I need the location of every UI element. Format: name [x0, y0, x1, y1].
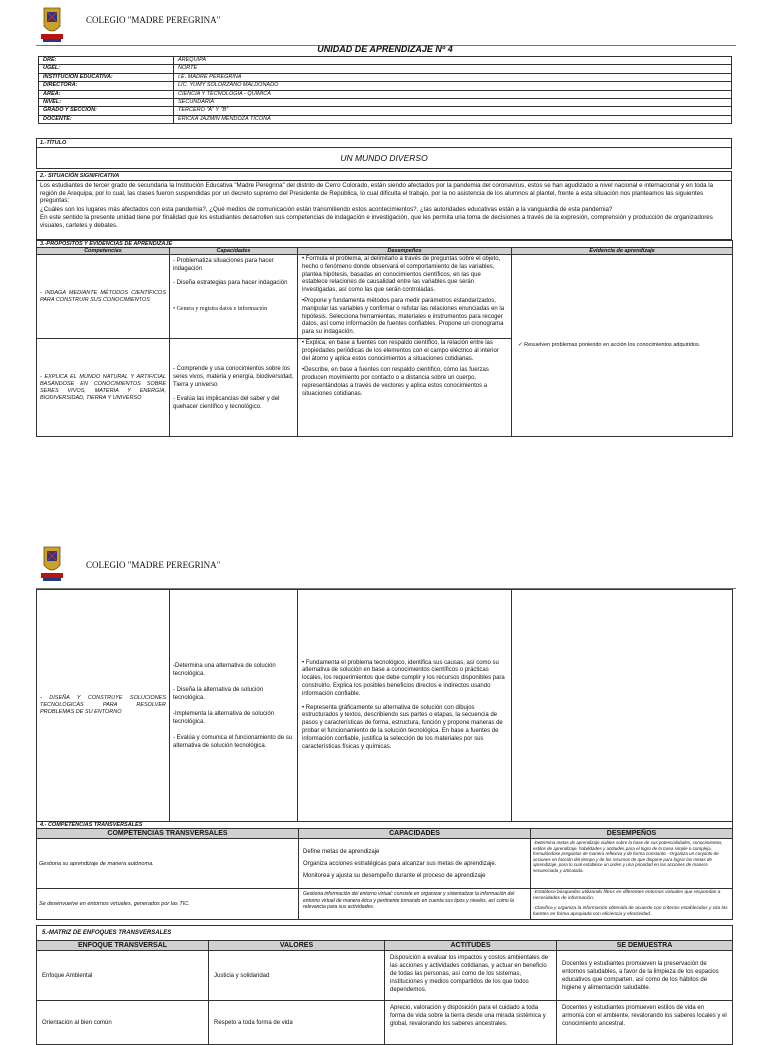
- info-key: INSTITUCIÓN EDUCATIVA:: [39, 73, 174, 81]
- info-value: CIENCIA Y TECNOLOGÍA - QUÍMICA: [174, 90, 732, 98]
- col-header: COMPETENCIAS TRANSVERSALES: [37, 829, 299, 839]
- capacity-item: - Diseña estrategias para hacer indagación: [173, 280, 288, 286]
- capacity-item: - Evalúa y comunica el funcionamiento de su alternativa de solución tecnológica.: [173, 734, 293, 749]
- performance-item: •Propone y fundamenta métodos para medir parámetros estandarizados, manipular las variables y confirmar o refutar las relaciones enunciadas en la hipótesis. Selecciona herramientas, materiales e instrumentos para recoger datos, así como información de fuentes confiables. Propone un cronograma para su indagación.: [302, 297, 505, 336]
- info-key: DOCENTE:: [39, 115, 174, 123]
- purposes-table-continued: [36, 589, 733, 822]
- capacity-item: Define metas de aprendizaje: [303, 848, 380, 855]
- title-section: [36, 138, 732, 169]
- situation-paragraph: Los estudiantes de tercer grado de secundaria la Institución Educativa "Madre Peregrina" del distrito de Cerro Colorado, están siendo afectados por la pandemia del coronavirus, estos se han agudizado a nivel nacional e internacional y en toda la región de Arequipa, por lo cual, las clases fueron suspendidas por un decreto supremo del Presidente de República, lo cual dificulta el trabajo, por la no asistencia de los alumnos al plantel, frente a esta situación nos planteamos las siguientes preguntas:: [40, 182, 714, 204]
- performance-item: • Formula el problema, al delimitarlo a través de preguntas sobre el objeto, hecho o fenómeno donde observará el comportamiento de las variables, plantea hipótesis, basadas en conocimientos científicos, en las que establece relaciones de causalidad entre las variables que serán investigadas, así como las que serán controladas.: [302, 256, 501, 294]
- col-header: ACTITUDES: [385, 941, 557, 951]
- approach-cell: Enfoque Ambiental: [37, 951, 209, 1001]
- performance-cell: [298, 590, 512, 822]
- capacity-item: - Diseña la alternativa de solución tecnológica.: [173, 686, 264, 701]
- capacity-item: -Determina una alternativa de solución tecnológica.: [173, 662, 276, 677]
- col-header: Competencias: [37, 248, 170, 255]
- situation-questions: ¿Cuáles son los lugares más afectados con esta pandemia?, ¿Qué medios de comunicación están transmitiendo estos acontecimientos?, ¿las autoridades educativas están a la vanguardia de esta pandemia?: [40, 205, 613, 213]
- performance-item: -Clasifica y organiza la información obtenida de acuerdo con criterios establecidos y cita las fuentes en forma apropiada con eficiencia y efectividad.: [533, 906, 728, 917]
- transversal-competency: Gestiona su aprendizaje de manera autónoma.: [37, 839, 299, 889]
- info-value: AREQUIPA: [174, 57, 732, 65]
- info-key: UGEL:: [39, 65, 174, 73]
- section-label: 2.- SITUACIÓN SIGNIFICATIVA: [37, 172, 731, 181]
- performance-item: • Explica, en base a fuentes con respaldo científico, la relación entre las propiedades periódicas de los elementos con el campo eléctrico al interior del átomo y aplica estos conocimientos a situaciones cotidianas.: [302, 340, 499, 362]
- page-header: [36, 545, 736, 589]
- purposes-table: [36, 240, 733, 437]
- capacities-cell: [170, 590, 298, 822]
- unit-title: UNIDAD DE APRENDIZAJE Nº 4: [317, 44, 453, 54]
- section-label: 1.-TÍTULO: [37, 139, 731, 148]
- info-value: LIC. YUMY SOLORZANO MALDONADO: [174, 82, 732, 90]
- performance-cell: [298, 255, 512, 339]
- col-header: SE DEMUESTRA: [557, 941, 733, 951]
- performance-item: -Establece búsquedas utilizando filtros en diferentes entornos virtuales que respondan a necesidades de información.: [533, 890, 721, 901]
- transversal-approaches-table: [36, 925, 733, 1045]
- col-header: Desempeños: [298, 248, 512, 255]
- school-crest-icon: [40, 6, 64, 44]
- school-name: COLEGIO "MADRE PEREGRINA": [86, 560, 221, 570]
- school-name: COLEGIO "MADRE PEREGRINA": [86, 15, 221, 25]
- info-key: ÁREA:: [39, 90, 174, 98]
- capacity-item: Monitorea y ajusta su desempeño durante el proceso de aprendizaje: [303, 872, 486, 879]
- section-label: 3.-PROPÓSITOS Y EVIDENCIAS DE APRENDIZAJE: [37, 241, 733, 248]
- attitude-cell: Aprecio, valoración y disposición para el cuidado a toda forma de vida sobre la tierra desde una mirada sistémica y global, revalorando los saberes ancestrales.: [385, 1001, 557, 1045]
- approach-cell: Orientación al bien común: [37, 1001, 209, 1045]
- col-header: Evidencia de aprendizaje: [512, 248, 733, 255]
- info-table: [38, 56, 732, 124]
- page-header: [36, 6, 736, 46]
- info-value: I.E. MADRE PEREGRINA: [174, 73, 732, 81]
- transversal-competencies-table: [36, 821, 733, 920]
- info-key: NIVEL:: [39, 98, 174, 106]
- transversal-capacity: Gestiona información del entorno virtual: consiste en organizar y sistematizar la información del entorno virtual de manera ética y pertinente tomando en cuenta sus tipos y niveles, así como la relevancia para sus actividades.: [299, 889, 531, 920]
- capacity-item: Organiza acciones estratégicas para alcanzar sus metas de aprendizaje.: [303, 860, 497, 867]
- evidence-cell-empty: [512, 590, 733, 822]
- performance-cell: [298, 339, 512, 437]
- competency-cell: - EXPLICA EL MUNDO NATURAL Y ARTIFICIAL BASÁNDOSE EN CONOCIMIENTOS SOBRE SERES VIVOS, MATERIA Y ENERGÍA, BIODIVERSIDAD, TIERRA Y UNIVERSO: [37, 339, 170, 437]
- col-header: DESEMPEÑOS: [531, 829, 733, 839]
- competency-cell: - DISEÑA Y CONSTRUYE SOLUCIONES TECNOLÓGICAS PARA RESOLVER PROBLEMAS DE SU ENTORNO: [37, 590, 170, 822]
- capacities-cell: [170, 255, 298, 339]
- transversal-capacities: [299, 839, 531, 889]
- info-value: TERCERO "A" Y "B": [174, 107, 732, 115]
- transversal-performance: -Determina metas de aprendizaje viables sobre la base de sus potencialidades, conocimientos, estilos de aprendizaje, habilidades y actitudes para el logro de la tarea simple o compleja, formulándose preguntas de manera reflexiva y de forma constante. -Organiza un conjunto de acciones en función del tiempo y de los recursos de que dispone para lograr las metas de aprendizaje, para lo cual establece un orden y una prioridad en las acciones de manera secuenciada y articulada.: [531, 839, 733, 889]
- document-page-2: [0, 535, 768, 1027]
- capacity-item: -Implementa la alternativa de solución tecnológica.: [173, 710, 275, 725]
- info-value: SECUNDARIA: [174, 98, 732, 106]
- evidence-cell: ✓ Resuelven problemas poniendo en acción los conocimientos adquiridos.: [512, 255, 733, 437]
- col-header: CAPACIDADES: [299, 829, 531, 839]
- info-key: DIRECTORA:: [39, 82, 174, 90]
- unit-name: UN MUNDO DIVERSO: [340, 153, 428, 163]
- attitude-cell: Disposición a evaluar los impactos y costos ambientales de las acciones y actividades cotidianas, y actuar en beneficio de todas las personas, así como de los sistemas, instituciones y medios compartidos de los que todos dependemos.: [385, 951, 557, 1001]
- col-header: ENFOQUE TRANSVERSAL: [37, 941, 209, 951]
- capacity-item: • Genera y registra datos e información: [173, 306, 268, 312]
- demonstration-cell: Docentes y estudiantes promueven estilos de vida en armonía con el ambiente, revalorando los saberes locales y el conocimiento ancestral.: [557, 1001, 733, 1045]
- capacities-cell: [170, 339, 298, 437]
- performance-item: • Fundamenta el problema tecnológico, identifica sus causas, así como su alternativa de solución en base a conocimientos científicos o prácticas locales, los requerimientos que debe cumplir y los recursos disponibles para construirlo. Explica los posibles beneficios directos e indirectos usando información confiable.: [302, 659, 505, 697]
- info-key: GRADO Y SECCIÓN:: [39, 107, 174, 115]
- value-cell: Justicia y solidaridad: [209, 951, 385, 1001]
- transversal-competency: Se desenvuelve en entornos virtuales, generados por las TIC.: [37, 889, 299, 920]
- section-label: 5.-MATRIZ DE ENFOQUES TRANSVERSALES: [37, 926, 733, 941]
- section-label: 4.- COMPETENCIAS TRANSVERSALES: [37, 822, 733, 829]
- info-value: ERICKA JAZMIN MENDOZA TICONA: [174, 115, 732, 123]
- performance-item: • Representa gráficamente su alternativa de solución con dibujos estructurados y textos, describiendo sus partes o etapas, la secuencia de pasos y características de forma, estructura, función y propone maneras de probar el funcionamiento de la solución tecnológica. En base a fuentes de información confiable, justifica la selección de los materiales por sus características físicas y químicas.: [302, 704, 503, 750]
- value-cell: Respeto a toda forma de vida: [209, 1001, 385, 1045]
- capacity-item: - Problematiza situaciones para hacer indagación: [173, 258, 274, 272]
- school-crest-icon: [40, 545, 64, 583]
- capacity-item: - Evalúa las implicancias del saber y del quehacer científico y tecnológico.: [173, 395, 280, 410]
- competency-cell: - INDAGA MEDIANTE MÉTODOS CIENTÍFICOS PARA CONSTRUIR SUS CONOCIMIENTOS: [37, 255, 170, 339]
- performance-item: •Describe, en base a fuentes con respaldo científico, cómo las fuerzas producen movimiento por contacto o a distancia sobre un cuerpo, representándolas a través de vectores y aplica estos conocimientos a situaciones cotidianas.: [302, 367, 489, 397]
- col-header: Capacidades: [170, 248, 298, 255]
- demonstration-cell: Docentes y estudiantes promueven la preservación de entornos saludables, a favor de la limpieza de los espacios educativos que comparten, así como de los hábitos de higiene y alimentación saludable.: [557, 951, 733, 1001]
- info-key: DRE:: [39, 57, 174, 65]
- situation-section: [36, 171, 732, 240]
- info-value: NORTE: [174, 65, 732, 73]
- document-page-1: [0, 0, 768, 450]
- transversal-performance: [531, 889, 733, 920]
- situation-purpose: En este sentido la presente unidad tiene por finalidad que los estudiantes desarrollen sus competencias de indagación e investigación, que les permita una toma de decisiones a través de la expresión, comprensión y producción de organizadores visuales, carteles y debates.: [40, 214, 713, 229]
- capacity-item: - Comprende y usa conocimientos sobre los seres vivos, materia y energía, biodiversidad, Tierra y universo: [173, 365, 294, 388]
- col-header: VALORES: [209, 941, 385, 951]
